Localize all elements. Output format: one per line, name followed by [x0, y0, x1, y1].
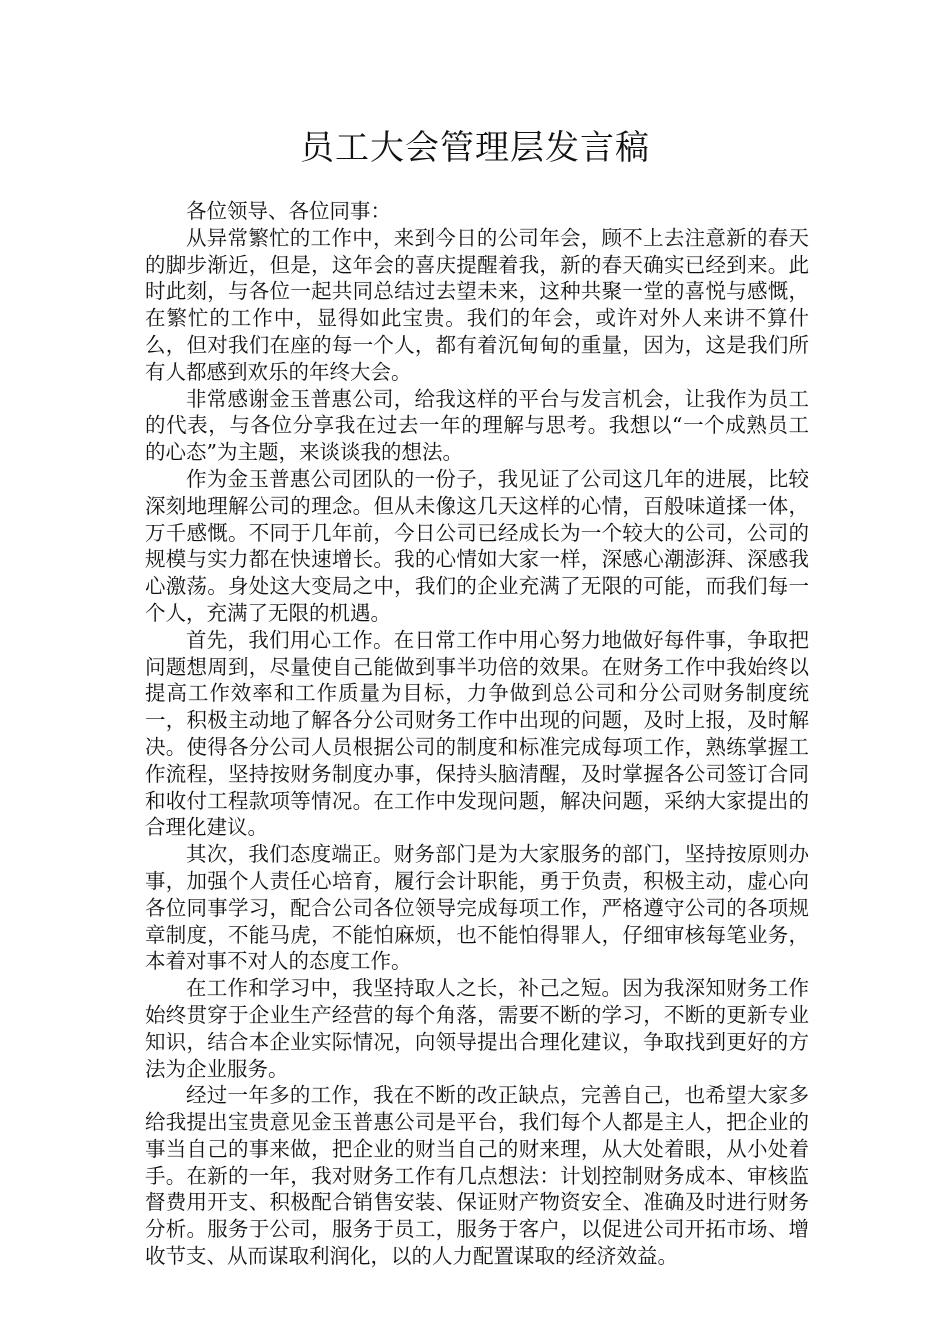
paragraph: 作为金玉普惠公司团队的一份子，我见证了公司这几年的进展，比较深刻地理解公司的理念。但从未像这几天这样的心情，百般味道揉一体，万千感慨。不同于几年前，今日公司已经成长为一个较大的公司，公司的规模与实力都在快速增长。我的心情如大家一样，深感心潮澎湃、深感我心激荡。身处这大变局之中，我们的企业充满了无限的可能，而我们每一个人，充满了无限的机遇。	[145, 466, 809, 625]
document-title: 员工大会管理层发言稿	[300, 128, 650, 168]
document-body	[145, 198, 809, 1270]
paragraph: 经过一年多的工作，我在不断的改正缺点，完善自己，也希望大家多给我提出宝贵意见金玉普惠公司是平台，我们每个人都是主人，把企业的事当自己的事来做，把企业的财当自己的财来理，从大处着眼，从小处着手。在新的一年，我对财务工作有几点想法：计划控制财务成本、审核监督费用开支、积极配合销售安装、保证财产物资安全、准确及时进行财务分析。服务于公司，服务于员工，服务于客户，以促进公司开拓市场、增收节支、从而谋取利润化，以的人力配置谋取的经济效益。	[145, 1083, 809, 1269]
paragraph-greeting: 各位领导、各位同事：	[186, 199, 391, 223]
paragraph: 非常感谢金玉普惠公司，给我这样的平台与发言机会，让我作为员工的代表，与各位分享我在过去一年的理解与思考。我想以“一个成熟员工的心态”为主题，来谈谈我的想法。	[145, 386, 809, 465]
paragraph: 从异常繁忙的工作中，来到今日的公司年会，顾不上去注意新的春天的脚步渐近，但是，这年会的喜庆提醒着我，新的春天确实已经到来。此时此刻，与各位一起共同总结过去望未来，这种共聚一堂的喜悦与感慨，在繁忙的工作中，显得如此宝贵。我们的年会，或许对外人来讲不算什么，但对我们在座的每一个人，都有着沉甸甸的重量，因为，这是我们所有人都感到欢乐的年终大会。	[145, 225, 809, 384]
paragraph: 在工作和学习中，我坚持取人之长，补己之短。因为我深知财务工作始终贯穿于企业生产经营的每个角落，需要不断的学习，不断的更新专业知识，结合本企业实际情况，向领导提出合理化建议，争取找到更好的方法为企业服务。	[145, 976, 809, 1081]
paragraph: 首先，我们用心工作。在日常工作中用心努力地做好每件事，争取把问题想周到，尽量使自己能做到事半功倍的效果。在财务工作中我始终以提高工作效率和工作质量为目标，力争做到总公司和分公司财务制度统一，积极主动地了解各分公司财务工作中出现的问题，及时上报，及时解决。使得各分公司人员根据公司的制度和标准完成每项工作，熟练掌握工作流程，坚持按财务制度办事，保持头脑清醒，及时掌握各公司签订合同和收付工程款项等情况。在工作中发现问题，解决问题，采纳大家提出的合理化建议。	[145, 627, 809, 840]
paragraph: 其次，我们态度端正。财务部门是为大家服务的部门，坚持按原则办事，加强个人责任心培育，履行会计职能，勇于负责，积极主动，虚心向各位同事学习，配合公司各位领导完成每项工作，严格遵守公司的各项规章制度，不能马虎，不能怕麻烦，也不能怕得罪人，仔细审核每笔业务，本着对事不对人的态度工作。	[145, 842, 809, 974]
